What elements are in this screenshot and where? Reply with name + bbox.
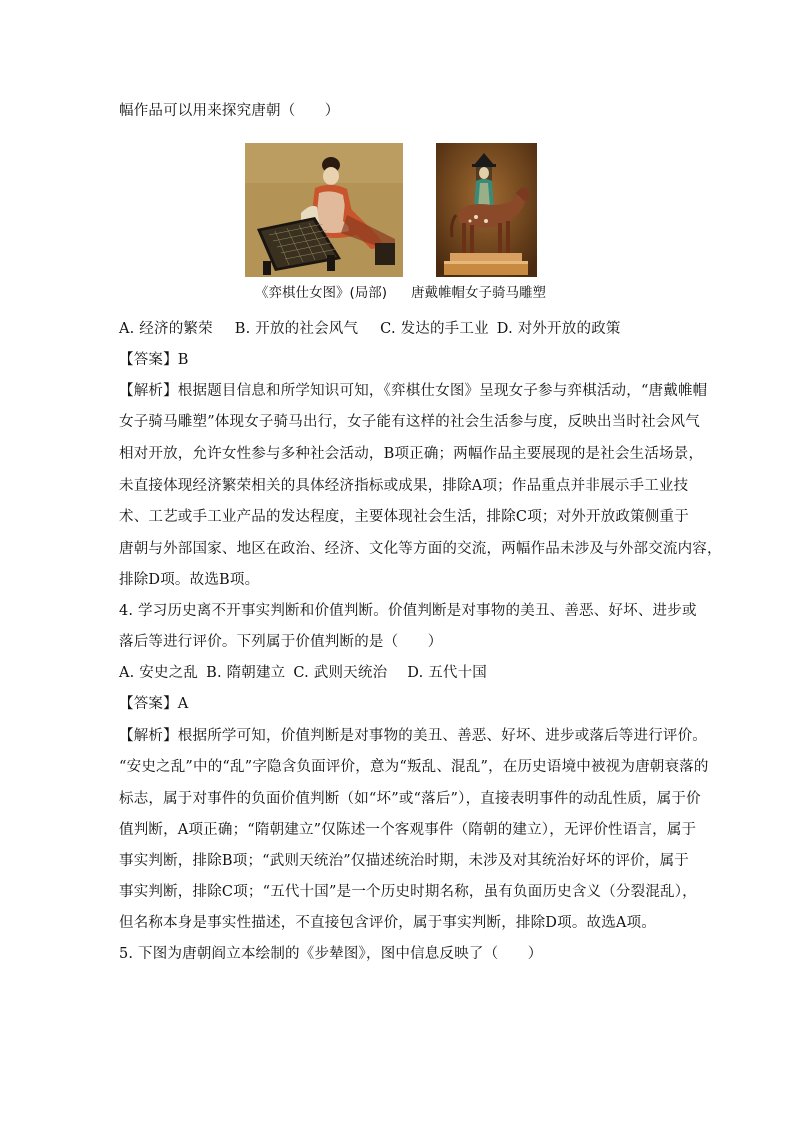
q3-option-b: B. 开放的社会风气 — [234, 321, 359, 337]
q4-option-a: A. 安史之乱 — [119, 665, 199, 681]
figure2-caption: 唐戴帷帽女子骑马雕塑 — [411, 285, 546, 301]
q4-option-c: C. 武则天统治 — [293, 665, 388, 681]
figure1-caption: 《弈棋仕女图》(局部) — [255, 285, 388, 301]
q4-stem-line: 落后等进行评价。下列属于价值判断的是（ ） — [119, 634, 443, 650]
q3-analysis-line: 排除D项。故选B项。 — [119, 572, 260, 588]
q3-analysis-line: 女子骑马雕塑”体现女子骑马出行，女子能有这样的社会生活参与度，反映出当时社会风气 — [119, 414, 700, 430]
q3-option-c: C. 发达的手工业 — [380, 321, 489, 337]
q3-analysis-line: 术、工艺或手工业产品的发达程度，主要体现社会生活，排除C项；对外开放政策侧重于 — [119, 509, 689, 525]
q3-options — [119, 319, 621, 339]
q4-analysis-line: 事实判断，排除B项；“武则天统治”仅描述统治时期，未涉及对其统治好坏的评价，属于 — [119, 853, 689, 869]
painting-image — [245, 143, 403, 277]
q4-analysis-line: 标志，属于对事件的负面价值判断（如“坏”或“落后”），直接表明事件的动乱性质，属于价 — [119, 791, 701, 807]
q4-options — [119, 663, 487, 683]
q4-answer: 【答案】A — [119, 696, 189, 712]
q3-answer: 【答案】B — [119, 352, 189, 368]
q3-intro: 幅作品可以用来探究唐朝（ ） — [119, 103, 340, 119]
q3-analysis-line: 相对开放，允许女性参与多种社会活动，B项正确；两幅作品主要展现的是社会生活场景， — [119, 446, 704, 462]
statue-image — [436, 143, 537, 277]
q4-analysis-line: “安史之乱”中的“乱”字隐含负面评价，意为“叛乱、混乱”，在历史语境中被视为唐朝衰落的 — [119, 759, 709, 775]
q4-option-b: B. 隋朝建立 — [206, 665, 286, 681]
q3-option-a: A. 经济的繁荣 — [119, 321, 213, 337]
q4-stem-line: 4. 学习历史离不开事实判断和价值判断。价值判断是对事物的美丑、善恶、好坏、进步或 — [119, 603, 697, 619]
q4-option-d: D. 五代十国 — [407, 665, 488, 681]
q4-analysis-line: 事实判断，排除C项；“五代十国”是一个历史时期名称，虽有负面历史含义（分裂混乱）， — [119, 884, 697, 900]
q4-analysis-line: 值判断，A项正确；“隋朝建立”仅陈述一个客观事件（隋朝的建立），无评价性语言，属于 — [119, 822, 697, 838]
q3-option-d: D. 对外开放的政策 — [496, 321, 621, 337]
q4-analysis-line: 【解析】根据所学可知，价值判断是对事物的美丑、善恶、好坏、进步或落后等进行评价。 — [119, 728, 707, 744]
q4-analysis-line: 但名称本身是事实性描述，不直接包含评价，属于事实判断，排除D项。故选A项。 — [119, 915, 656, 931]
q3-analysis-line: 未直接体现经济繁荣相关的具体经济指标或成果，排除A项；作品重点并非展示手工业技 — [119, 478, 689, 494]
q5-stem: 5. 下图为唐朝阎立本绘制的《步辇图》，图中信息反映了（ ） — [119, 946, 543, 962]
q3-analysis-line: 唐朝与外部国家、地区在政治、经济、文化等方面的交流，两幅作品未涉及与外部交流内容， — [119, 541, 722, 557]
q3-analysis-line: 【解析】根据题目信息和所学知识可知，《弈棋仕女图》呈现女子参与弈棋活动，“唐戴帷帽 — [119, 383, 708, 399]
